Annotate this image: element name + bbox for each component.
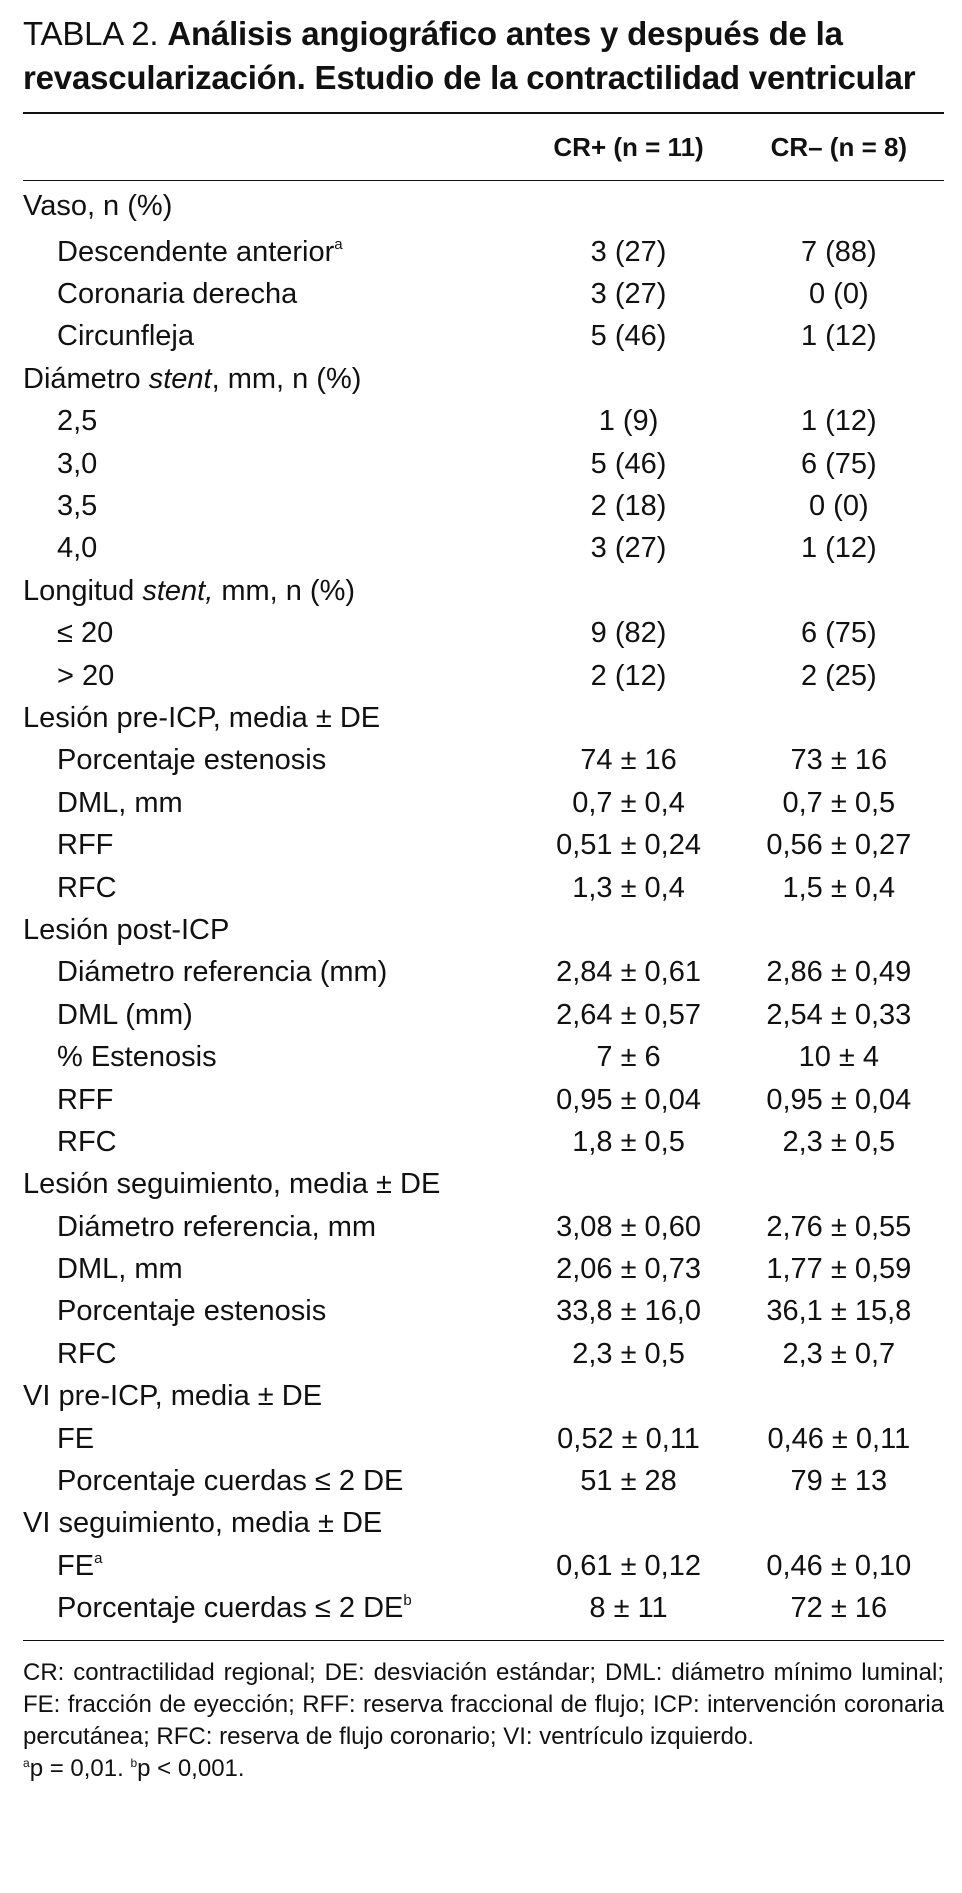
table-row bbox=[23, 1248, 944, 1290]
row-label-text: Circunfleja bbox=[57, 320, 194, 353]
header-cr-plus: CR+ (n = 11) bbox=[553, 131, 704, 162]
row-label-text: Longitud bbox=[23, 574, 143, 607]
cell-cr-plus: 51 ± 28 bbox=[580, 1465, 677, 1498]
table-row bbox=[23, 1418, 944, 1460]
row-label-text: Porcentaje cuerdas ≤ 2 DE bbox=[57, 1592, 404, 1625]
row-label bbox=[23, 655, 523, 697]
table-row bbox=[23, 401, 944, 443]
cell-cr-minus: 1 (12) bbox=[800, 405, 877, 438]
cell-cr-plus bbox=[523, 909, 733, 951]
row-label-text: Coronaria derecha bbox=[57, 278, 298, 311]
section-label bbox=[23, 181, 523, 231]
table-row bbox=[23, 1503, 944, 1545]
cell-cr-minus bbox=[734, 358, 944, 400]
cell-cr-minus: 2,54 ± 0,33 bbox=[766, 998, 912, 1031]
row-label bbox=[23, 401, 523, 443]
cell-cr-plus: 5 (46) bbox=[590, 320, 667, 353]
row-label-text: DML, mm bbox=[57, 786, 183, 819]
table-row bbox=[23, 867, 944, 909]
cell-cr-minus: 0 (0) bbox=[809, 278, 869, 311]
row-label bbox=[23, 1036, 523, 1078]
cell-cr-plus: 8 ± 11 bbox=[589, 1592, 668, 1625]
row-label-text: % Estenosis bbox=[57, 1041, 217, 1074]
table-row bbox=[23, 1291, 944, 1333]
row-label-text: , mm, n (%) bbox=[211, 362, 362, 395]
section-label bbox=[23, 697, 523, 739]
cell-cr-minus: 0,95 ± 0,04 bbox=[766, 1083, 912, 1116]
section-label bbox=[23, 909, 523, 951]
cell-cr-plus: 74 ± 16 bbox=[580, 744, 677, 777]
cell-cr-minus: 0 (0) bbox=[809, 490, 869, 523]
row-label bbox=[23, 528, 523, 570]
cell-cr-minus bbox=[734, 1503, 944, 1545]
cell-cr-plus bbox=[523, 570, 733, 612]
row-label-text: FE bbox=[57, 1549, 95, 1582]
cell-cr-minus: 2,76 ± 0,55 bbox=[766, 1210, 912, 1243]
row-label-text: RFF bbox=[57, 1083, 114, 1116]
row-label-text: DML (mm) bbox=[57, 998, 193, 1031]
section-label bbox=[23, 358, 523, 400]
row-label bbox=[23, 1121, 523, 1163]
table-row bbox=[23, 1079, 944, 1121]
cell-cr-plus: 5 (46) bbox=[590, 447, 667, 480]
cell-cr-minus: 2,86 ± 0,49 bbox=[766, 956, 912, 989]
cell-cr-minus: 1 (12) bbox=[800, 532, 877, 565]
header-empty bbox=[23, 114, 523, 181]
cell-cr-minus: 1,77 ± 0,59 bbox=[766, 1253, 912, 1286]
row-label-text: mm, n (%) bbox=[213, 574, 356, 607]
cell-cr-plus: 0,51 ± 0,24 bbox=[556, 829, 701, 862]
table-body bbox=[23, 181, 944, 1630]
table-row bbox=[23, 1545, 944, 1587]
row-label-italic: stent, bbox=[142, 574, 214, 607]
cell-cr-plus bbox=[523, 1503, 733, 1545]
cell-cr-plus: 0,7 ± 0,4 bbox=[572, 786, 685, 819]
row-label-text: Porcentaje estenosis bbox=[57, 1295, 327, 1328]
table-row bbox=[23, 181, 944, 231]
row-label-text: Porcentaje cuerdas ≤ 2 DE bbox=[57, 1465, 404, 1498]
table-row bbox=[23, 570, 944, 612]
row-label bbox=[23, 443, 523, 485]
cell-cr-plus: 1,3 ± 0,4 bbox=[572, 871, 685, 904]
cell-cr-plus: 3 (27) bbox=[590, 532, 667, 565]
cell-cr-plus: 2 (18) bbox=[590, 490, 667, 523]
table-title-text: Análisis angiográfico antes y después de la revascularización. Estudio de la contractilidad ventricular bbox=[23, 15, 916, 96]
table-row bbox=[23, 994, 944, 1036]
row-label-text: RFC bbox=[57, 1125, 117, 1158]
row-label bbox=[23, 1588, 523, 1630]
row-label bbox=[23, 1333, 523, 1375]
cell-cr-plus: 1 (9) bbox=[598, 405, 659, 438]
row-label-text: > 20 bbox=[57, 659, 115, 692]
cell-cr-minus bbox=[734, 697, 944, 739]
row-label-text: VI pre-ICP, media ± DE bbox=[23, 1380, 323, 1413]
row-label bbox=[23, 273, 523, 315]
row-label bbox=[23, 994, 523, 1036]
row-label-text: Lesión pre-ICP, media ± DE bbox=[23, 701, 381, 734]
table-row bbox=[23, 273, 944, 315]
cell-cr-plus: 0,61 ± 0,12 bbox=[556, 1549, 701, 1582]
cell-cr-plus bbox=[523, 358, 733, 400]
row-label bbox=[23, 613, 523, 655]
table-row bbox=[23, 443, 944, 485]
table-row bbox=[23, 1036, 944, 1078]
table-row bbox=[23, 1376, 944, 1418]
section-label bbox=[23, 1503, 523, 1545]
cell-cr-minus bbox=[734, 1164, 944, 1206]
table-row bbox=[23, 358, 944, 400]
cell-cr-plus: 2 (12) bbox=[590, 659, 667, 692]
table-row bbox=[23, 697, 944, 739]
row-label bbox=[23, 1418, 523, 1460]
cell-cr-minus: 10 ± 4 bbox=[798, 1041, 880, 1074]
cell-cr-minus: 6 (75) bbox=[800, 617, 877, 650]
bottom-rule bbox=[23, 1640, 944, 1641]
row-label bbox=[23, 1291, 523, 1333]
table-header-row bbox=[23, 114, 944, 181]
cell-cr-minus: 0,46 ± 0,10 bbox=[766, 1549, 912, 1582]
cell-cr-minus bbox=[734, 1376, 944, 1418]
row-label bbox=[23, 1545, 523, 1587]
table-row bbox=[23, 1460, 944, 1502]
row-label-text: 4,0 bbox=[57, 532, 98, 565]
table-row bbox=[23, 1333, 944, 1375]
row-label bbox=[23, 1460, 523, 1502]
table-row bbox=[23, 740, 944, 782]
cell-cr-minus: 72 ± 16 bbox=[790, 1592, 888, 1625]
section-label bbox=[23, 1376, 523, 1418]
row-label-italic: stent bbox=[148, 362, 212, 395]
row-label bbox=[23, 740, 523, 782]
row-label bbox=[23, 231, 523, 273]
row-label-text: RFF bbox=[57, 829, 114, 862]
table-row bbox=[23, 1588, 944, 1630]
cell-cr-minus: 1,5 ± 0,4 bbox=[782, 871, 896, 904]
footnote-marker: a bbox=[334, 235, 343, 253]
cell-cr-plus bbox=[523, 1164, 733, 1206]
table-row bbox=[23, 316, 944, 358]
table-row bbox=[23, 824, 944, 866]
cell-cr-minus: 0,56 ± 0,27 bbox=[766, 829, 912, 862]
cell-cr-minus: 0,7 ± 0,5 bbox=[782, 786, 896, 819]
cell-cr-minus: 73 ± 16 bbox=[790, 744, 888, 777]
table-row bbox=[23, 952, 944, 994]
row-label bbox=[23, 867, 523, 909]
table-row bbox=[23, 1206, 944, 1248]
cell-cr-plus bbox=[523, 1376, 733, 1418]
row-label-text: 3,5 bbox=[57, 490, 98, 523]
section-label bbox=[23, 1164, 523, 1206]
row-label-text: DML, mm bbox=[57, 1253, 183, 1286]
row-label bbox=[23, 1206, 523, 1248]
cell-cr-minus: 0,46 ± 0,11 bbox=[767, 1422, 911, 1455]
cell-cr-minus bbox=[734, 181, 944, 231]
cell-cr-minus: 6 (75) bbox=[800, 447, 877, 480]
table-title bbox=[23, 12, 944, 100]
table-row bbox=[23, 782, 944, 824]
table-row bbox=[23, 909, 944, 951]
row-label-text: Diámetro referencia, mm bbox=[57, 1210, 377, 1243]
cell-cr-plus bbox=[523, 181, 733, 231]
table-row bbox=[23, 528, 944, 570]
row-label-text: Porcentaje estenosis bbox=[57, 744, 327, 777]
table-row bbox=[23, 655, 944, 697]
cell-cr-plus: 2,3 ± 0,5 bbox=[572, 1337, 685, 1370]
cell-cr-minus: 1 (12) bbox=[800, 320, 877, 353]
row-label bbox=[23, 316, 523, 358]
cell-cr-plus: 2,06 ± 0,73 bbox=[556, 1253, 701, 1286]
cell-cr-minus: 2,3 ± 0,7 bbox=[782, 1337, 896, 1370]
cell-cr-plus: 3,08 ± 0,60 bbox=[556, 1210, 701, 1243]
cell-cr-minus bbox=[734, 570, 944, 612]
row-label-text: 3,0 bbox=[57, 447, 98, 480]
row-label bbox=[23, 485, 523, 527]
cell-cr-minus: 2,3 ± 0,5 bbox=[782, 1125, 896, 1158]
row-label-text: 2,5 bbox=[57, 405, 98, 438]
row-label-text: RFC bbox=[57, 1337, 117, 1370]
footnote-marker: a bbox=[94, 1549, 103, 1567]
row-label-text: Diámetro referencia (mm) bbox=[57, 956, 388, 989]
row-label bbox=[23, 1248, 523, 1290]
cell-cr-plus: 2,64 ± 0,57 bbox=[556, 998, 701, 1031]
data-table bbox=[23, 114, 944, 1630]
footnote-text-a: p = 0,01. bbox=[29, 1754, 124, 1782]
footnote-significance bbox=[23, 1753, 944, 1785]
row-label-text: ≤ 20 bbox=[57, 617, 114, 650]
footnote-mark-b: b bbox=[130, 1755, 138, 1770]
row-label-text: Lesión post-ICP bbox=[23, 913, 230, 946]
row-label-text: FE bbox=[57, 1422, 95, 1455]
row-label-text: Vaso, n (%) bbox=[23, 189, 173, 222]
cell-cr-plus: 3 (27) bbox=[590, 278, 667, 311]
cell-cr-plus: 9 (82) bbox=[590, 617, 667, 650]
header-cr-minus: CR– (n = 8) bbox=[770, 131, 908, 162]
row-label-text: Descendente anterior bbox=[57, 235, 335, 268]
table-row bbox=[23, 231, 944, 273]
row-label bbox=[23, 952, 523, 994]
footnote-marker: b bbox=[403, 1592, 412, 1610]
cell-cr-plus: 3 (27) bbox=[590, 235, 667, 268]
footnote-text-b: p < 0,001. bbox=[137, 1754, 245, 1782]
footnote-abbreviations: CR: contractilidad regional; DE: desviación estándar; DML: diámetro mínimo luminal; FE: fracción de eyección; RFF: reserva fraccional de flujo; ICP: intervención coronaria percutánea; RFC: reserva de flujo coronario; VI: ventrículo izquierdo. bbox=[23, 1658, 944, 1750]
table-row bbox=[23, 1121, 944, 1163]
cell-cr-plus: 33,8 ± 16,0 bbox=[556, 1295, 701, 1328]
table-row bbox=[23, 1164, 944, 1206]
table-row bbox=[23, 613, 944, 655]
cell-cr-plus: 2,84 ± 0,61 bbox=[556, 956, 701, 989]
section-label bbox=[23, 570, 523, 612]
cell-cr-plus: 1,8 ± 0,5 bbox=[572, 1125, 685, 1158]
table-row bbox=[23, 485, 944, 527]
row-label-text: Diámetro bbox=[23, 362, 149, 395]
cell-cr-minus: 79 ± 13 bbox=[790, 1465, 888, 1498]
table-label: TABLA 2. bbox=[23, 15, 159, 52]
row-label-text: RFC bbox=[57, 871, 117, 904]
row-label-text: Lesión seguimiento, media ± DE bbox=[23, 1168, 441, 1201]
row-label bbox=[23, 1079, 523, 1121]
cell-cr-plus: 0,95 ± 0,04 bbox=[556, 1083, 701, 1116]
cell-cr-minus: 7 (88) bbox=[800, 235, 877, 268]
row-label-text: VI seguimiento, media ± DE bbox=[23, 1507, 383, 1540]
row-label bbox=[23, 782, 523, 824]
footnote-mark-a: a bbox=[23, 1755, 30, 1770]
cell-cr-plus bbox=[523, 697, 733, 739]
cell-cr-minus bbox=[734, 909, 944, 951]
cell-cr-minus: 36,1 ± 15,8 bbox=[766, 1295, 912, 1328]
cell-cr-plus: 0,52 ± 0,11 bbox=[557, 1422, 700, 1455]
cell-cr-minus: 2 (25) bbox=[800, 659, 877, 692]
row-label bbox=[23, 824, 523, 866]
cell-cr-plus: 7 ± 6 bbox=[596, 1041, 661, 1074]
